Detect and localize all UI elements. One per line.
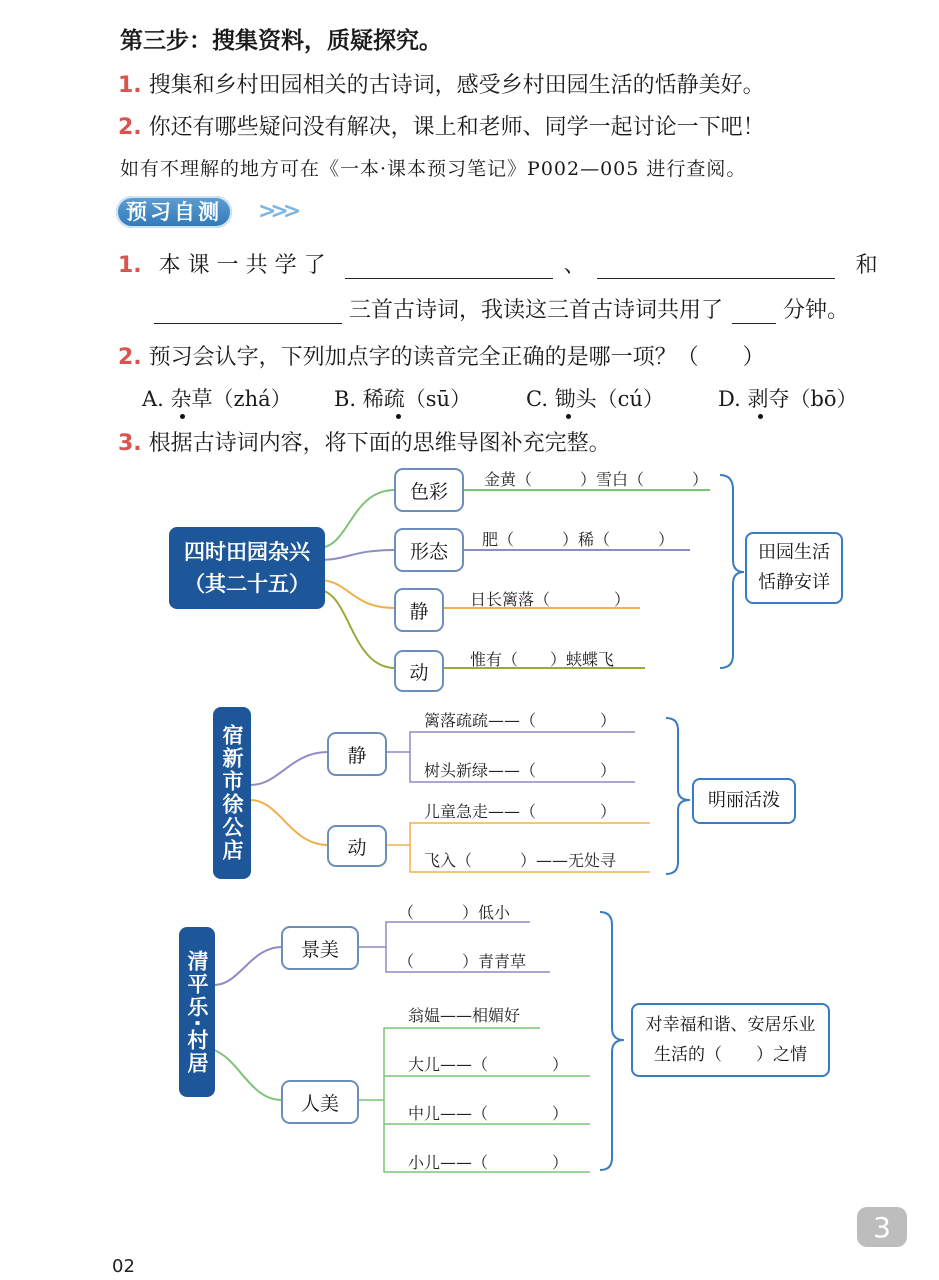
map3-leaf-3: 翁媪——相媚好 xyxy=(408,1006,521,1025)
map3-node-scenery: 景美 xyxy=(281,926,359,970)
map2-summary: 明丽活泼 xyxy=(692,778,796,824)
map1-summary-line-2: 恬静安详 xyxy=(758,572,830,593)
question-2-number: 2. xyxy=(118,345,142,370)
map3-node-people: 人美 xyxy=(281,1080,359,1124)
step-item-2-text: 你还有哪些疑问没有解决，课上和老师、同学一起讨论一下吧！ xyxy=(148,115,765,140)
map2-leaf-1[interactable]: 篱落疏疏——（ ） xyxy=(424,711,617,730)
map1-leaf-still[interactable]: 日长篱落（ ） xyxy=(470,590,631,609)
map3-leaf-1[interactable]: （ ）低小 xyxy=(398,903,511,922)
map2-leaf-2[interactable]: 树头新绿——（ ） xyxy=(424,761,617,780)
step-title: 第三步：搜集资料，质疑探究。 xyxy=(120,28,442,54)
map2-node-motion: 动 xyxy=(327,825,387,867)
page-number: 02 xyxy=(112,1256,135,1277)
page-badge: 3 xyxy=(857,1207,907,1247)
question-2-text: 预习会认字，下列加点字的读音完全正确的是哪一项？（ ） xyxy=(148,345,765,370)
map3-summary-line-2: 生活的（ ）之情 xyxy=(654,1045,807,1065)
map3-leaf-5[interactable]: 中儿——（ ） xyxy=(408,1104,569,1123)
option-a[interactable]: A. 杂草（zhá） xyxy=(142,387,292,411)
map1-node-color: 色彩 xyxy=(394,468,464,512)
question-1-and: 和 xyxy=(855,253,878,278)
map3-leaf-2[interactable]: （ ）青青草 xyxy=(398,952,527,971)
question-3-text: 根据古诗词内容，将下面的思维导图补充完整。 xyxy=(148,431,611,456)
question-1-text-a: 本 课 一 共 学 了 xyxy=(158,253,326,278)
question-3-number: 3. xyxy=(118,431,142,456)
step-item-1-text: 搜集和乡村田园相关的古诗词，感受乡村田园生活的恬静美好。 xyxy=(148,73,765,98)
reference-note: 如有不理解的地方可在《一本·课本预习笔记》P002—005 进行查阅。 xyxy=(120,158,747,180)
map3-leaf-6[interactable]: 小儿——（ ） xyxy=(408,1153,569,1172)
map1-title-line-1: 四时田园杂兴 xyxy=(184,540,310,564)
map1-title-line-2: （其二十五） xyxy=(184,572,310,596)
option-c[interactable]: C. 锄头（cú） xyxy=(526,387,664,411)
map2-node-still: 静 xyxy=(327,732,387,776)
map1-summary-line-1: 田园生活 xyxy=(758,542,830,563)
map3-summary xyxy=(631,1003,830,1077)
map2-title: 宿新市徐公店 xyxy=(213,707,251,879)
map2-leaf-4[interactable]: 飞入（ ）——无处寻 xyxy=(424,851,617,870)
map1-leaf-motion[interactable]: 惟有（ ）蛱蝶飞 xyxy=(470,650,615,669)
question-1-number: 1. xyxy=(118,253,142,278)
question-1-unit: 分钟。 xyxy=(783,298,850,323)
map2-leaf-3[interactable]: 儿童急走——（ ） xyxy=(424,802,617,821)
option-b[interactable]: B. 稀疏（sū） xyxy=(334,387,472,411)
map3-summary-line-1: 对幸福和谐、安居乐业 xyxy=(645,1015,816,1035)
map1-node-still: 静 xyxy=(394,588,444,632)
map3-title: 清平乐·村居 xyxy=(179,927,215,1097)
question-1-text-b: 三首古诗词，我读这三首古诗词共用了 xyxy=(349,298,724,323)
map1-node-motion: 动 xyxy=(394,650,444,692)
question-1-separator: 、 xyxy=(563,253,586,278)
option-d[interactable]: D. 剥夺（bō） xyxy=(718,387,858,411)
chevron-decoration-icon: >>> xyxy=(258,199,296,224)
section-banner: 预习自测 xyxy=(116,196,232,228)
map3-leaf-4[interactable]: 大儿——（ ） xyxy=(408,1055,569,1074)
map1-node-shape: 形态 xyxy=(394,528,464,572)
map1-leaf-shape[interactable]: 肥（ ）稀（ ） xyxy=(482,530,675,549)
map1-title xyxy=(169,527,325,609)
map1-leaf-color[interactable]: 金黄（ ）雪白（ ） xyxy=(484,470,709,489)
step-item-1-number: 1. xyxy=(118,73,142,98)
map1-summary xyxy=(745,532,843,604)
step-item-2-number: 2. xyxy=(118,115,142,140)
